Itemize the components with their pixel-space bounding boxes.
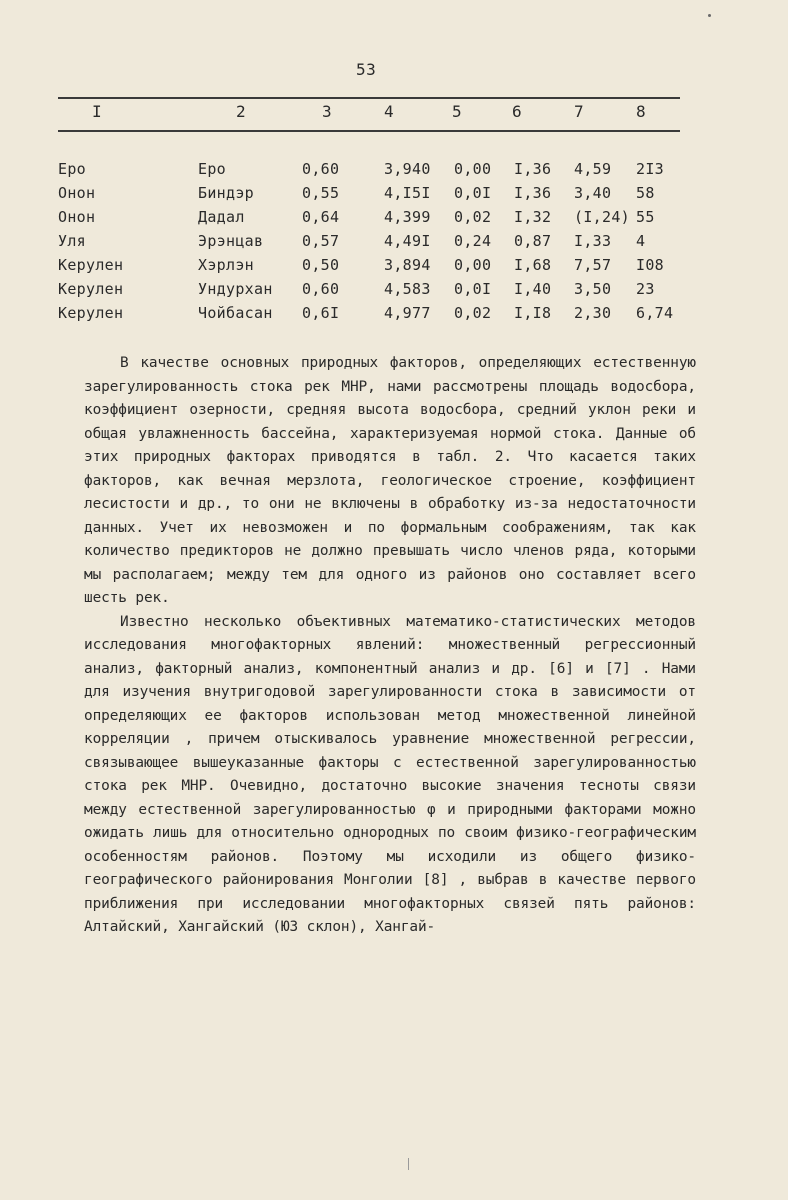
column-header-2: 2 bbox=[236, 102, 246, 121]
table-row bbox=[0, 160, 788, 184]
river-cell: Керулен bbox=[58, 256, 124, 274]
value-cell: 4,399 bbox=[384, 208, 431, 226]
column-header-7: 7 bbox=[574, 102, 584, 121]
column-header-3: 3 bbox=[322, 102, 332, 121]
value-cell: 7,57 bbox=[574, 256, 612, 274]
table-row bbox=[0, 208, 788, 232]
value-cell: 0,60 bbox=[302, 160, 340, 178]
station-cell: Чойбасан bbox=[198, 304, 273, 322]
table-top-rule bbox=[58, 97, 680, 99]
river-cell: Онон bbox=[58, 184, 96, 202]
value-cell: 0,50 bbox=[302, 256, 340, 274]
station-cell: Дадал bbox=[198, 208, 245, 226]
river-cell: Керулен bbox=[58, 304, 124, 322]
value-cell: 0,00 bbox=[454, 160, 492, 178]
page-number: 53 bbox=[356, 60, 377, 79]
station-cell: Биндэр bbox=[198, 184, 254, 202]
station-cell: Эрэнцав bbox=[198, 232, 264, 250]
value-cell: 4,59 bbox=[574, 160, 612, 178]
table-row bbox=[0, 256, 788, 280]
value-cell: 0,00 bbox=[454, 256, 492, 274]
value-cell: 55 bbox=[636, 208, 655, 226]
value-cell: 0,55 bbox=[302, 184, 340, 202]
value-cell: I,36 bbox=[514, 160, 552, 178]
value-cell: 4,49I bbox=[384, 232, 431, 250]
value-cell: 6,74 bbox=[636, 304, 674, 322]
value-cell: 4 bbox=[636, 232, 646, 250]
body-text bbox=[84, 352, 696, 940]
value-cell: 0,87 bbox=[514, 232, 552, 250]
value-cell: 4,583 bbox=[384, 280, 431, 298]
value-cell: 2,30 bbox=[574, 304, 612, 322]
table-row bbox=[0, 304, 788, 328]
river-cell: Уля bbox=[58, 232, 86, 250]
value-cell: (I,24) bbox=[574, 208, 630, 226]
value-cell: I,40 bbox=[514, 280, 552, 298]
river-cell: Онон bbox=[58, 208, 96, 226]
value-cell: 4,I5I bbox=[384, 184, 431, 202]
table-header-rule bbox=[58, 130, 680, 132]
station-cell: Хэрлэн bbox=[198, 256, 254, 274]
paper-speck bbox=[708, 14, 711, 17]
value-cell: 0,6I bbox=[302, 304, 340, 322]
station-cell: Еро bbox=[198, 160, 226, 178]
value-cell: 3,40 bbox=[574, 184, 612, 202]
value-cell: 0,64 bbox=[302, 208, 340, 226]
paragraph: В качестве основных природных факторов, определяющих естественную зарегулированность стока рек МНР, нами рассмотрены площадь водосбора, коэффициент озерности, средняя высота водосбора, средний уклон реки и общая увлажненность бассейна, характеризуемая нормой стока. Данные об этих природных факторах приводятся в табл. 2. Что касается таких факторов, как вечная мерзлота, геологическое строение, коэффициент лесистости и др., то они не включены в обработку из-за недостаточности данных. Учет их невозможен и по формальным соображениям, так как количество предикторов не должно превышать число членов ряда, которыми мы располагаем; между тем для одного из районов оно составляет всего шесть рек. bbox=[84, 355, 696, 606]
river-cell: Еро bbox=[58, 160, 86, 178]
value-cell: 0,0I bbox=[454, 184, 492, 202]
value-cell: I,36 bbox=[514, 184, 552, 202]
value-cell: 0,60 bbox=[302, 280, 340, 298]
value-cell: I,68 bbox=[514, 256, 552, 274]
table-row bbox=[0, 280, 788, 304]
value-cell: I,33 bbox=[574, 232, 612, 250]
value-cell: 0,24 bbox=[454, 232, 492, 250]
value-cell: 4,977 bbox=[384, 304, 431, 322]
value-cell: 0,02 bbox=[454, 208, 492, 226]
river-cell: Керулен bbox=[58, 280, 124, 298]
table-row bbox=[0, 232, 788, 256]
value-cell: 0,02 bbox=[454, 304, 492, 322]
column-header-1: I bbox=[92, 102, 102, 121]
value-cell: 23 bbox=[636, 280, 655, 298]
station-cell: Ундурхан bbox=[198, 280, 273, 298]
value-cell: 3,894 bbox=[384, 256, 431, 274]
value-cell: I,I8 bbox=[514, 304, 552, 322]
column-header-5: 5 bbox=[452, 102, 462, 121]
paragraph: Известно несколько объективных математико-статистических методов исследования многофакторных явлений: множественный регрессионный анализ, факторный анализ, компонентный анализ и др. [6] и [7] . Нами для изучения внутригодовой зарегулированности стока в зависимости от определяющих ее факторов использован метод множественной линейной корреляции , причем отыскивалось уравнение множественной регрессии, связывающее вышеуказанные факторы с естественной зарегулированностью стока рек МНР. Очевидно, достаточно высокие значения тесноты связи между естественной зарегулированностью φ и природными факторами можно ожидать лишь для относительно однородных по своим физико-географическим особенностям районов. Поэтому мы исходили из общего физико-географического районирования Монголии [8] , выбрав в качестве первого приближения при исследовании многофакторных связей пять районов: Алтайский, Хангайский (ЮЗ склон), Хангай- bbox=[84, 613, 696, 935]
column-header-6: 6 bbox=[512, 102, 522, 121]
column-header-4: 4 bbox=[384, 102, 394, 121]
value-cell: 2I3 bbox=[636, 160, 664, 178]
value-cell: 3,50 bbox=[574, 280, 612, 298]
value-cell: 0,57 bbox=[302, 232, 340, 250]
table-row bbox=[0, 184, 788, 208]
scan-mark bbox=[408, 1158, 409, 1170]
value-cell: 58 bbox=[636, 184, 655, 202]
value-cell: 0,0I bbox=[454, 280, 492, 298]
value-cell: I08 bbox=[636, 256, 664, 274]
value-cell: I,32 bbox=[514, 208, 552, 226]
column-header-8: 8 bbox=[636, 102, 646, 121]
value-cell: 3,940 bbox=[384, 160, 431, 178]
